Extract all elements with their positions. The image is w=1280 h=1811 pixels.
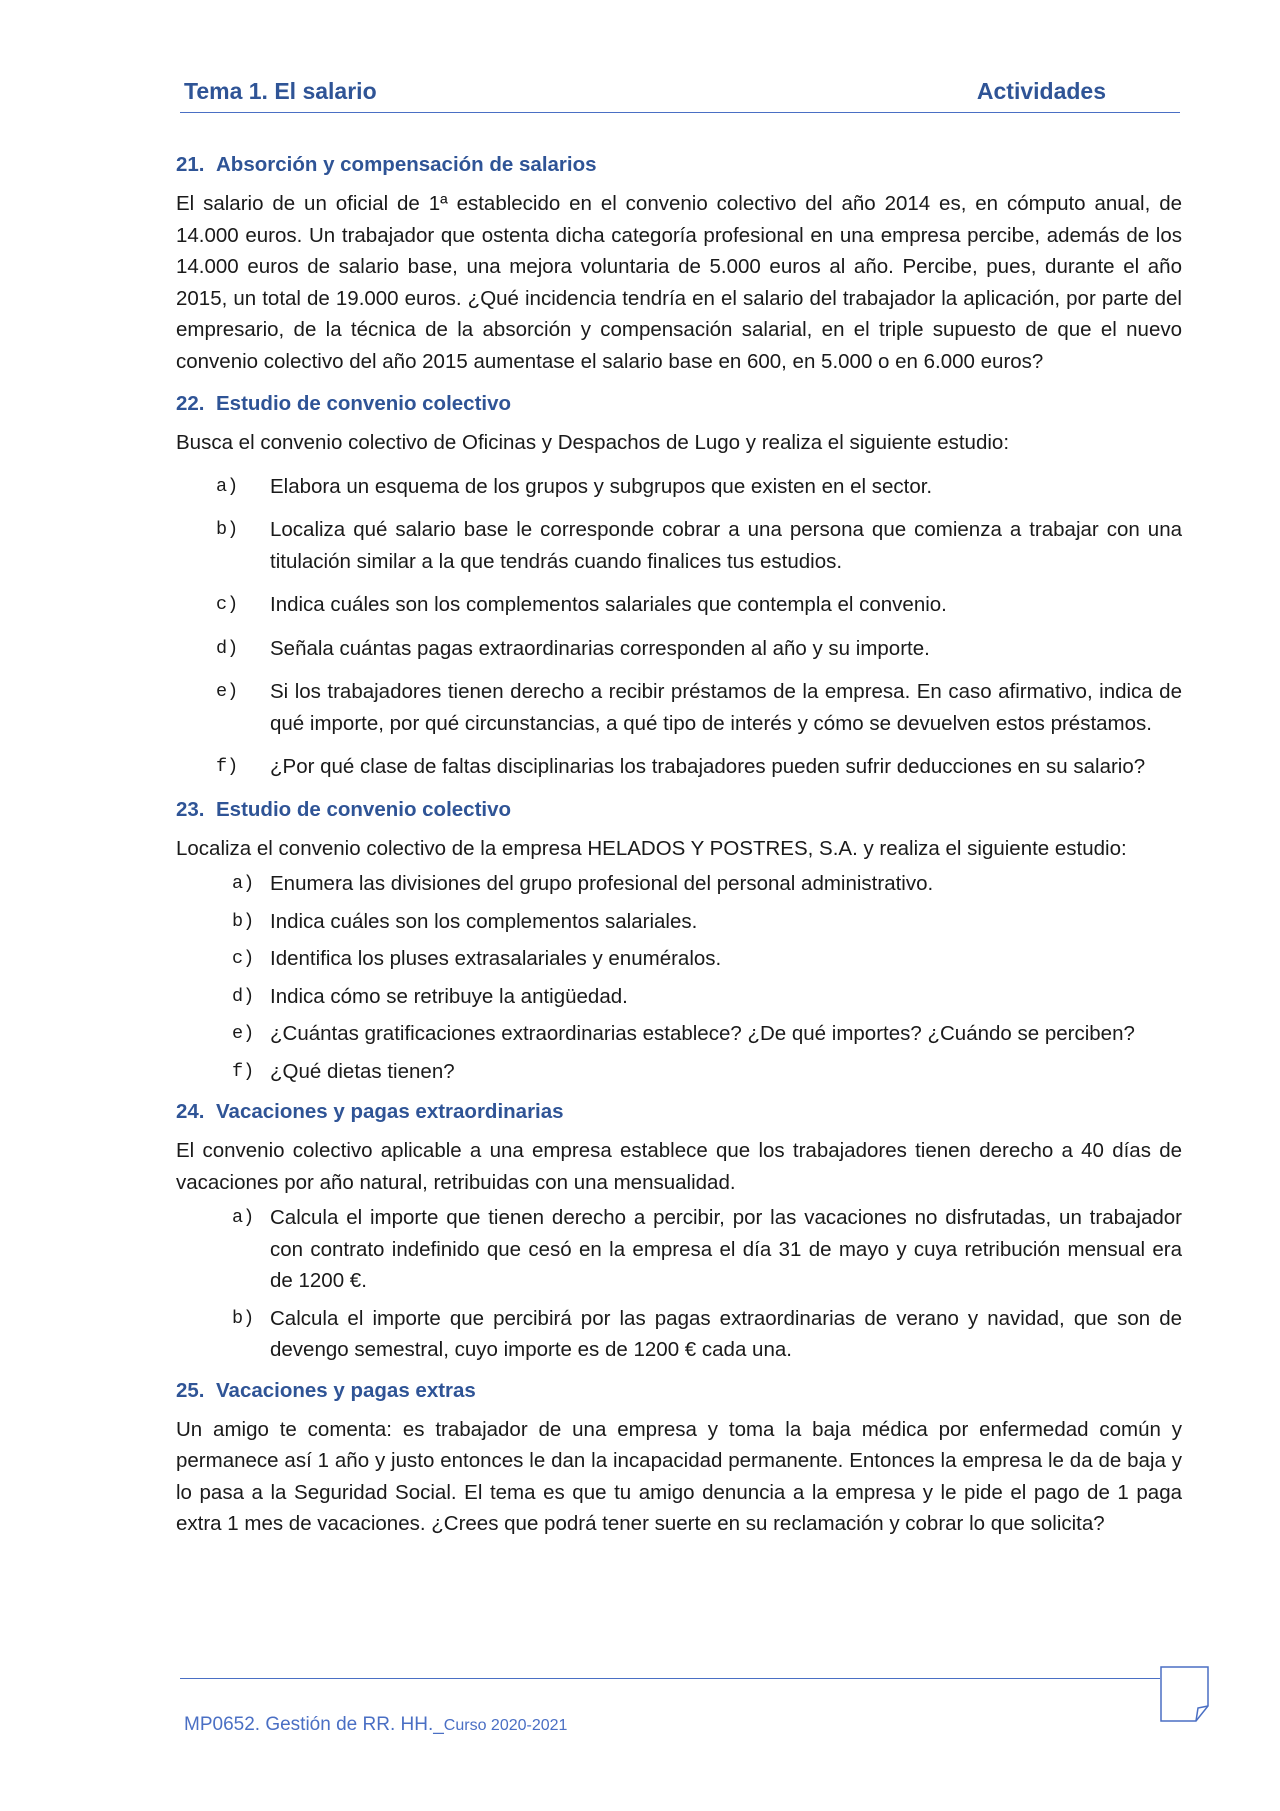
section-paragraph: Un amigo te comenta: es trabajador de una empresa y toma la baja médica por enfermedad común y permanece así 1 año y justo entonces le dan la incapacidad permanente. Entonces la empresa le da de baja y lo pasa a la Seguridad Social. El tema es que tu amigo denuncia a la empresa y le pide el pago de 1 paga extra 1 mes de vacaciones. ¿Crees que podrá tener suerte en su reclamación y cobrar lo que solicita? — [176, 1417, 1182, 1535]
list-item: e) ¿Cuántas gratificaciones extraordinarias establece? ¿De qué importes? ¿Cuándo se perciben? — [232, 1022, 1135, 1045]
list-item: c) Indica cuáles son los complementos salariales que contempla el convenio. — [216, 593, 947, 616]
list-item: f) ¿Qué dietas tienen? — [232, 1059, 455, 1083]
page-curl-icon — [1160, 1666, 1210, 1722]
section-heading: 25. Vacaciones y pagas extras — [176, 1378, 476, 1402]
list-item: b) Indica cuáles son los complementos salariales. — [232, 909, 698, 933]
section-paragraph: Localiza el convenio colectivo de la empresa HELADOS Y POSTRES, S.A. y realiza el siguiente estudio: — [176, 836, 1127, 860]
header-section: Actividades — [976, 78, 1106, 104]
list-item: e) Si los trabajadores tienen derecho a recibir préstamos de la empresa. En caso afirmativo, indica de qué importe, por qué circunstancias, a qué tipo de interés y cómo se devuelven estos préstamos. — [216, 680, 1182, 735]
section-heading: 23. Estudio de convenio colectivo — [176, 797, 512, 821]
section-heading: 21. Absorción y compensación de salarios — [176, 153, 597, 176]
section-heading: 24. Vacaciones y pagas extraordinarias — [176, 1100, 564, 1123]
page-header — [180, 76, 1180, 113]
section-paragraph: El salario de un oficial de 1ª establecido en el convenio colectivo del año 2014 es, en cómputo anual, de 14.000 euros. Un trabajador que ostenta dicha categoría profesional en una empresa percibe, además de los 14.000 euros de salario base, una mejora voluntaria de 5.000 euros al año. Percibe, pues, durante el año 2015, un total de 19.000 euros. ¿Qué incidencia tendría en el salario del trabajador la aplicación, por parte del empresario, de la técnica de la absorción y compensación salarial, en el triple supuesto de que el nuevo convenio colectivo del año 2015 aumentase el salario base en 600, en 5.000 o en 6.000 euros? — [176, 192, 1182, 373]
section-heading: 22. Estudio de convenio colectivo — [176, 392, 512, 415]
list-item: d) Indica cómo se retribuye la antigüedad. — [232, 984, 628, 1008]
footer-rule — [180, 1678, 1160, 1679]
header-title: Tema 1. El salario — [184, 78, 377, 104]
activity-list — [176, 471, 1182, 783]
section-paragraph: Busca el convenio colectivo de Oficinas y Despachos de Lugo y realiza el siguiente estudio: — [176, 431, 1010, 454]
footer-course: MP0652. Gestión de RR. HH._Curso 2020-2021 — [184, 1714, 568, 1735]
list-item: b) Calcula el importe que percibirá por las pagas extraordinarias de verano y navidad, que son de devengo semestral, cuyo importe es de 1200 € cada una. — [232, 1306, 1182, 1361]
document-body — [176, 150, 1182, 1552]
list-item: b) Localiza qué salario base le corresponde cobrar a una persona que comienza a trabajar con una titulación similar a la que tendrás cuando finalices tus estudios. — [216, 518, 1182, 573]
activity-list — [176, 1202, 1182, 1366]
list-item: c) Identifica los pluses extrasalariales y enuméralos. — [232, 947, 722, 970]
list-item: a) Enumera las divisiones del grupo profesional del personal administrativo. — [232, 872, 934, 895]
list-item: a) Elabora un esquema de los grupos y subgrupos que existen en el sector. — [216, 474, 933, 498]
list-item: a) Calcula el importe que tienen derecho a percibir, por las vacaciones no disfrutadas, un trabajador con contrato indefinido que cesó en la empresa el día 31 de mayo y cuya retribución mensual era de 1200 €. — [232, 1206, 1182, 1292]
section-paragraph: El convenio colectivo aplicable a una empresa establece que los trabajadores tienen derecho a 40 días de vacaciones por año natural, retribuidas con una mensualidad. — [176, 1139, 1182, 1194]
list-item: d) Señala cuántas pagas extraordinarias corresponden al año y su importe. — [216, 636, 930, 660]
list-item: f) ¿Por qué clase de faltas disciplinarias los trabajadores pueden sufrir deducciones en su salario? — [216, 755, 1146, 778]
activity-list — [176, 868, 1182, 1087]
